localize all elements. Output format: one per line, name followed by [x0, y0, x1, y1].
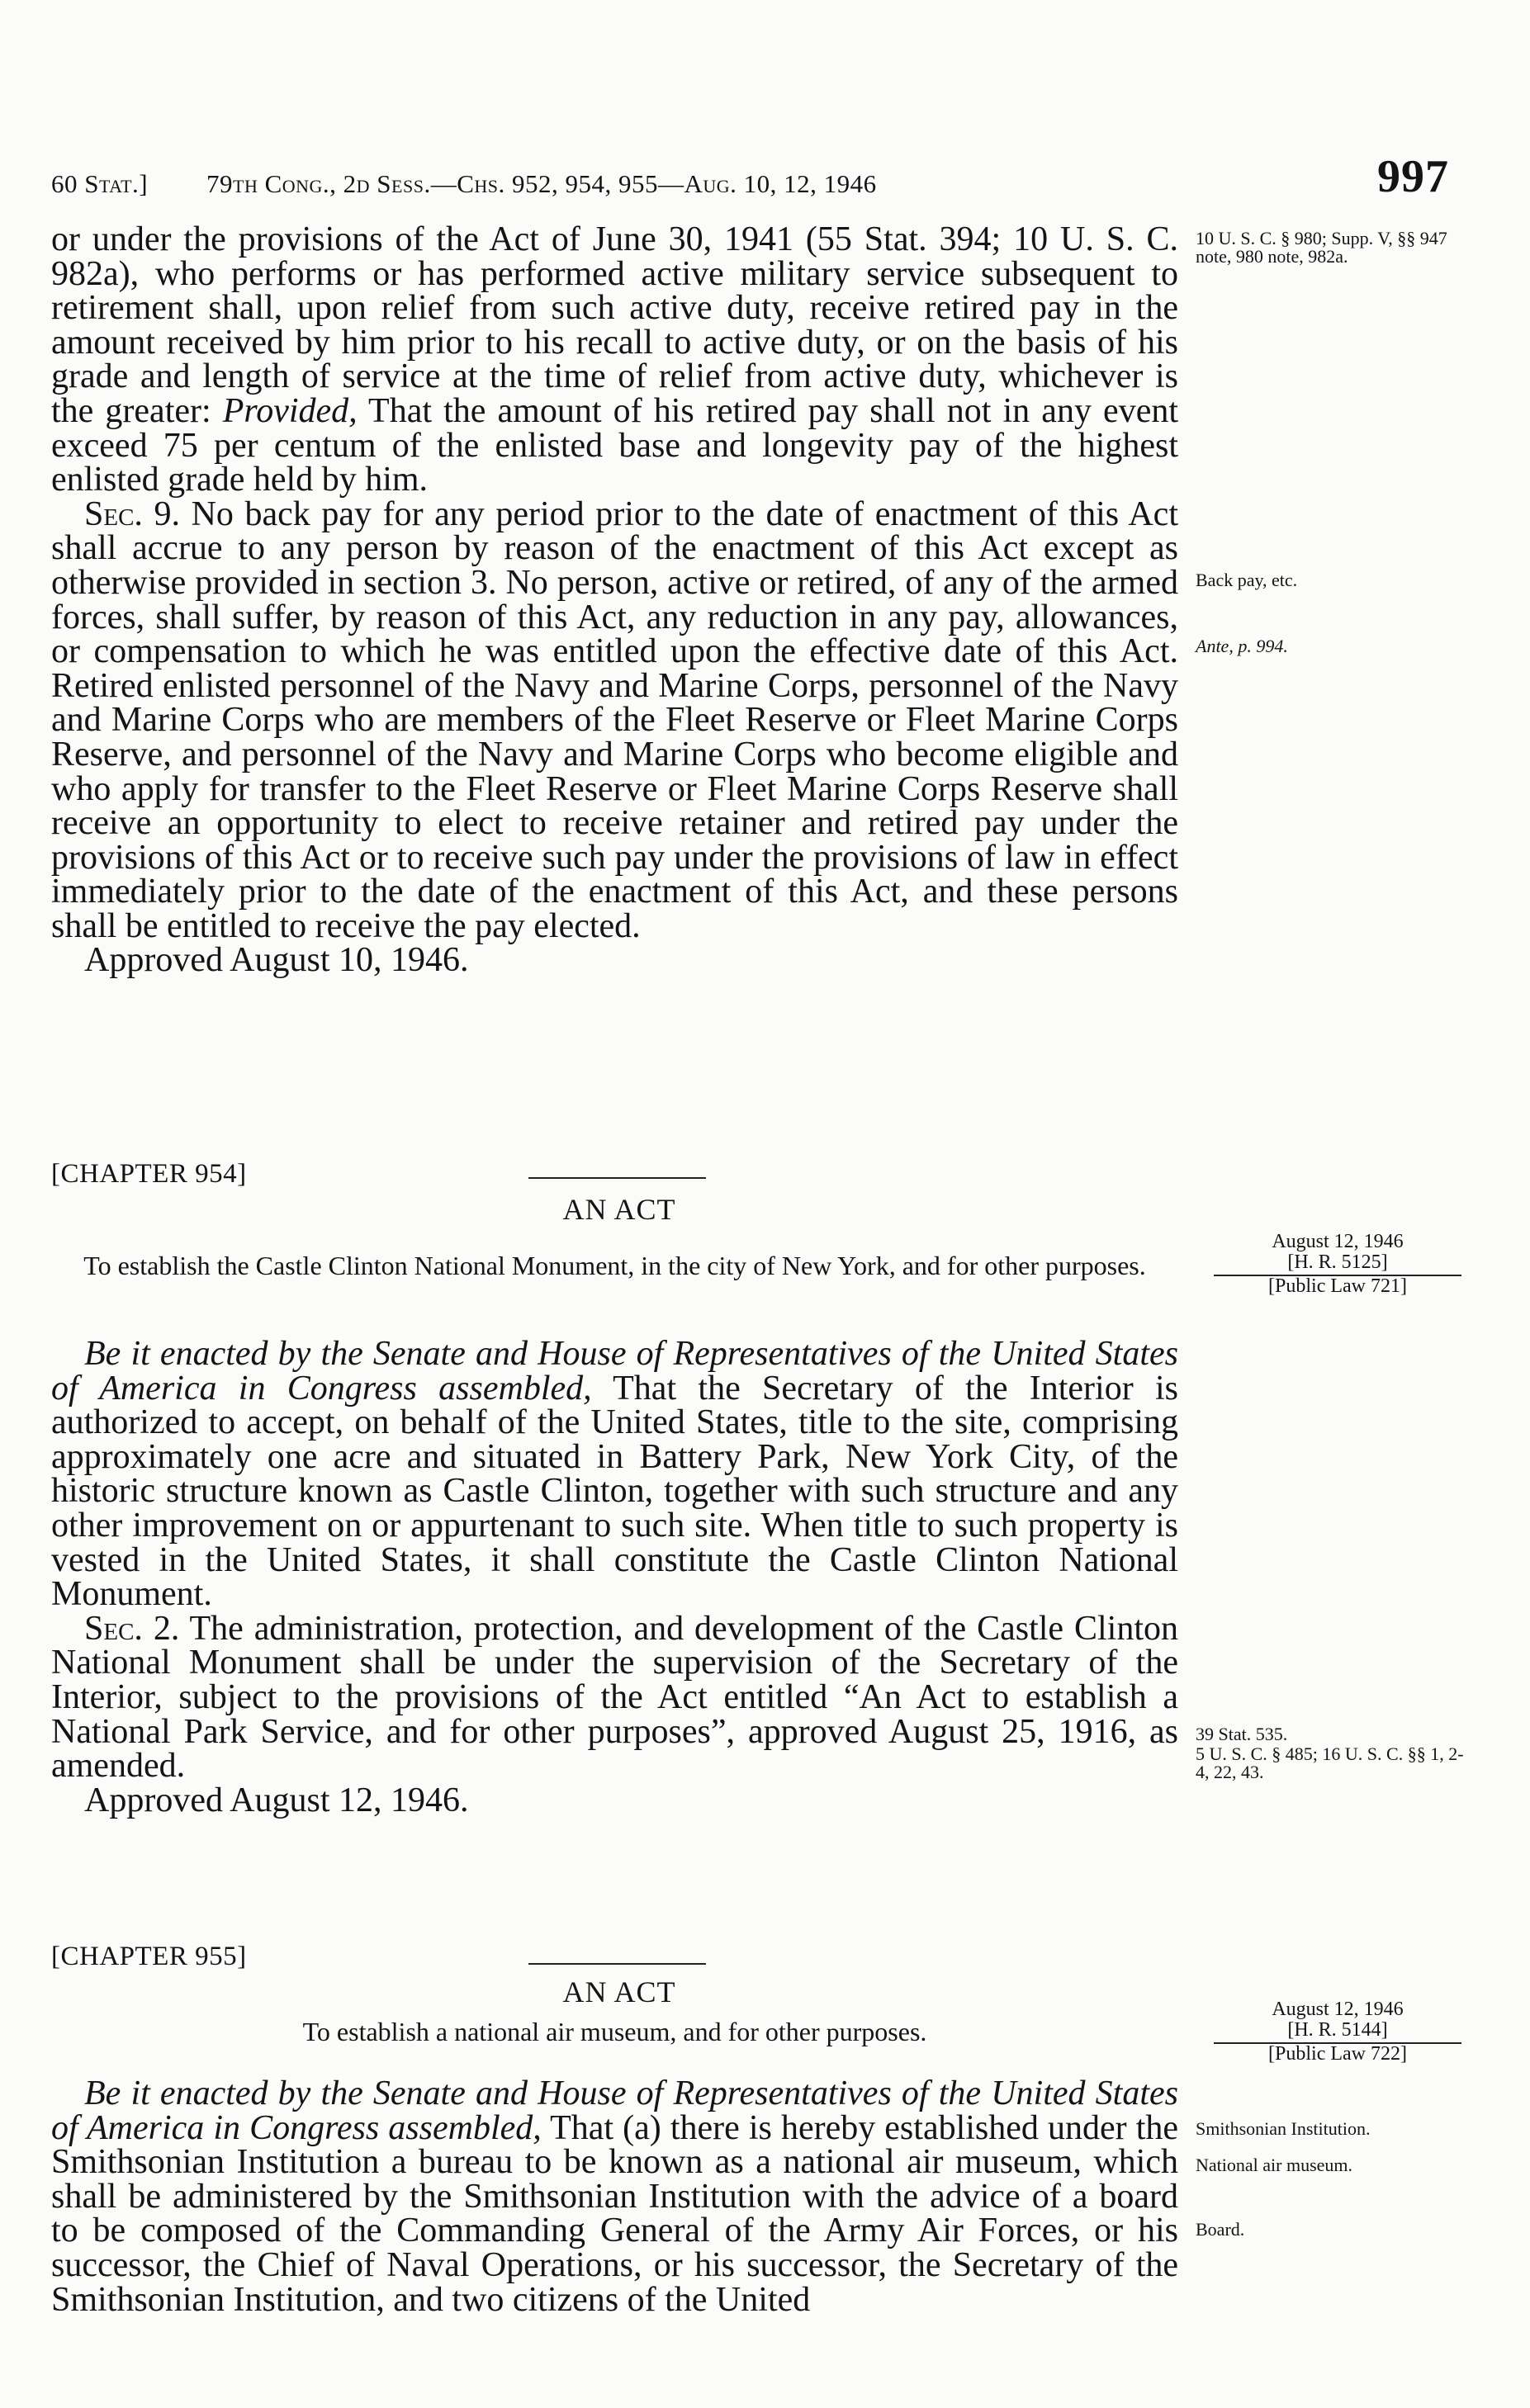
side-bill-number: [H. R. 5144] [1214, 2020, 1461, 2044]
enacting-clause: Be it enacted by the Senate and House of Representatives of the United States of America in Congress assembled, That the Secretary of the Interior is authorized to accept, on behalf of the United States, title to the site, comprising approximately one acre and situated in Battery Park, New York City, of the historic structure known as Castle Clinton, together with such structure and any other improvement on or appurtenant to such site. When title to such property is vested in the United States, it shall constitute the Castle Clinton National Monument. [51, 1335, 1178, 1614]
margin-note-usc: 10 U. S. C. § 980; Supp. V, §§ 947 note, 980 note, 982a. [1196, 228, 1447, 267]
act-side-citation [1214, 1999, 1461, 2065]
divider-rule [528, 1177, 706, 1179]
margin-note-ante: Ante, p. 994. [1196, 636, 1288, 656]
section-9-text: Sec. 9. No back pay for any period prior to the date of enactment of this Act shall accrue to any person by reason of the enactment of this Act except as otherwise provided in section 3. No person, active or retired, of any of the armed forces, shall suffer, by reason of this Act, any reduction in any pay, allowances, or compensation to which he was entitled upon the effective date of this Act. Retired enlisted personnel of the Navy and Marine Corps, personnel of the Navy and Marine Corps who are members of the Fleet Reserve or Fleet Marine Corps Reserve, and personnel of the Navy and Marine Corps who become eligible and who apply for transfer to the Fleet Reserve or Fleet Marine Corps Reserve shall receive an opportunity to elect to receive retainer and retired pay under the provisions of this Act or to receive such pay under the provisions of law in effect immediately prior to the date of the enactment of this Act, and these persons shall be entitled to receive the pay elected. [51, 494, 1178, 945]
side-date: August 12, 1946 [1272, 1231, 1404, 1252]
section-8-continued [51, 220, 1179, 980]
section-9-label: Sec. 9. [84, 494, 180, 533]
margin-note-smithsonian: Smithsonian Institution. [1196, 2118, 1371, 2139]
chapter-955-heading: [CHAPTER 955] [51, 1942, 247, 1971]
an-act-title: AN ACT [562, 1193, 676, 1226]
volume-reference: 60 Stat.] [51, 169, 149, 198]
chapter-954-heading: [CHAPTER 954] [51, 1159, 247, 1189]
margin-note-air-museum: National air museum. [1196, 2155, 1353, 2175]
approved-date-2: Approved August 12, 1946. [84, 1781, 469, 1819]
chapter-954-body [51, 1337, 1178, 1818]
margin-note-board: Board. [1196, 2219, 1245, 2240]
section-8-text: or under the provisions of the Act of June 30, 1941 (55 Stat. 394; 10 U. S. C. 982a), who performs or has performed active military service subsequent to retirement shall, upon relief from such active duty, receive retired pay in the amount received by him prior to his recall to active duty, or on the basis of his grade and length of service at the time of relief from active duty, whichever is the greater: Provided, That the amount of his retired pay shall not in any event exceed 75 per centum of the enlisted base and longevity pay of the highest enlisted grade held by him. [51, 220, 1179, 499]
side-date: August 12, 1946 [1272, 1999, 1404, 2020]
page-number: 997 [1377, 151, 1449, 202]
divider-rule [528, 1963, 706, 1965]
side-public-law: [Public Law 722] [1268, 2043, 1407, 2065]
running-head: 79th Cong., 2d Sess.—Chs. 952, 954, 955—Aug. 10, 12, 1946 [206, 169, 877, 198]
approved-date-1: Approved August 10, 1946. [84, 941, 469, 980]
margin-note-stat: 39 Stat. 535. [1196, 1724, 1288, 1744]
section-2-text: Sec. 2. The administration, protection, and development of the Castle Clinton National Monument shall be under the supervision of the Secretary of the Interior, subject to the provisions of the Act entitled “An Act to establish a National Park Service, and for other purposes”, approved August 25, 1916, as amended. [51, 1609, 1178, 1786]
act-purpose: To establish a national air museum, and for other purposes. [302, 2017, 927, 2046]
margin-note-back-pay: Back pay, etc. [1196, 570, 1298, 590]
chapter-955-body [51, 2074, 1178, 2319]
side-bill-number: [H. R. 5125] [1214, 1252, 1461, 1276]
enacting-clause: Be it enacted by the Senate and House of Representatives of the United States of America in Congress assembled, That (a) there is hereby established under the Smithsonian Institution a bureau to be known as a national air museum, which shall be administered by the Smithsonian Institution with the advice of a board to be composed of the Commanding General of the Army Air Forces, or his successor, the Chief of Naval Operations, or his successor, the Secretary of the Smithsonian Institution, and two citizens of the United [51, 2074, 1178, 2319]
section-2-label: Sec. 2. [84, 1609, 180, 1648]
act-purpose: To establish the Castle Clinton National Monument, in the city of New York, and for other purposes. [83, 1251, 1146, 1280]
an-act-title: AN ACT [562, 1975, 676, 2008]
margin-note-usc-2: 5 U. S. C. § 485; 16 U. S. C. §§ 1, 2-4, 22, 43. [1196, 1743, 1464, 1782]
side-public-law: [Public Law 721] [1268, 1275, 1407, 1297]
act-side-citation [1214, 1232, 1461, 1297]
